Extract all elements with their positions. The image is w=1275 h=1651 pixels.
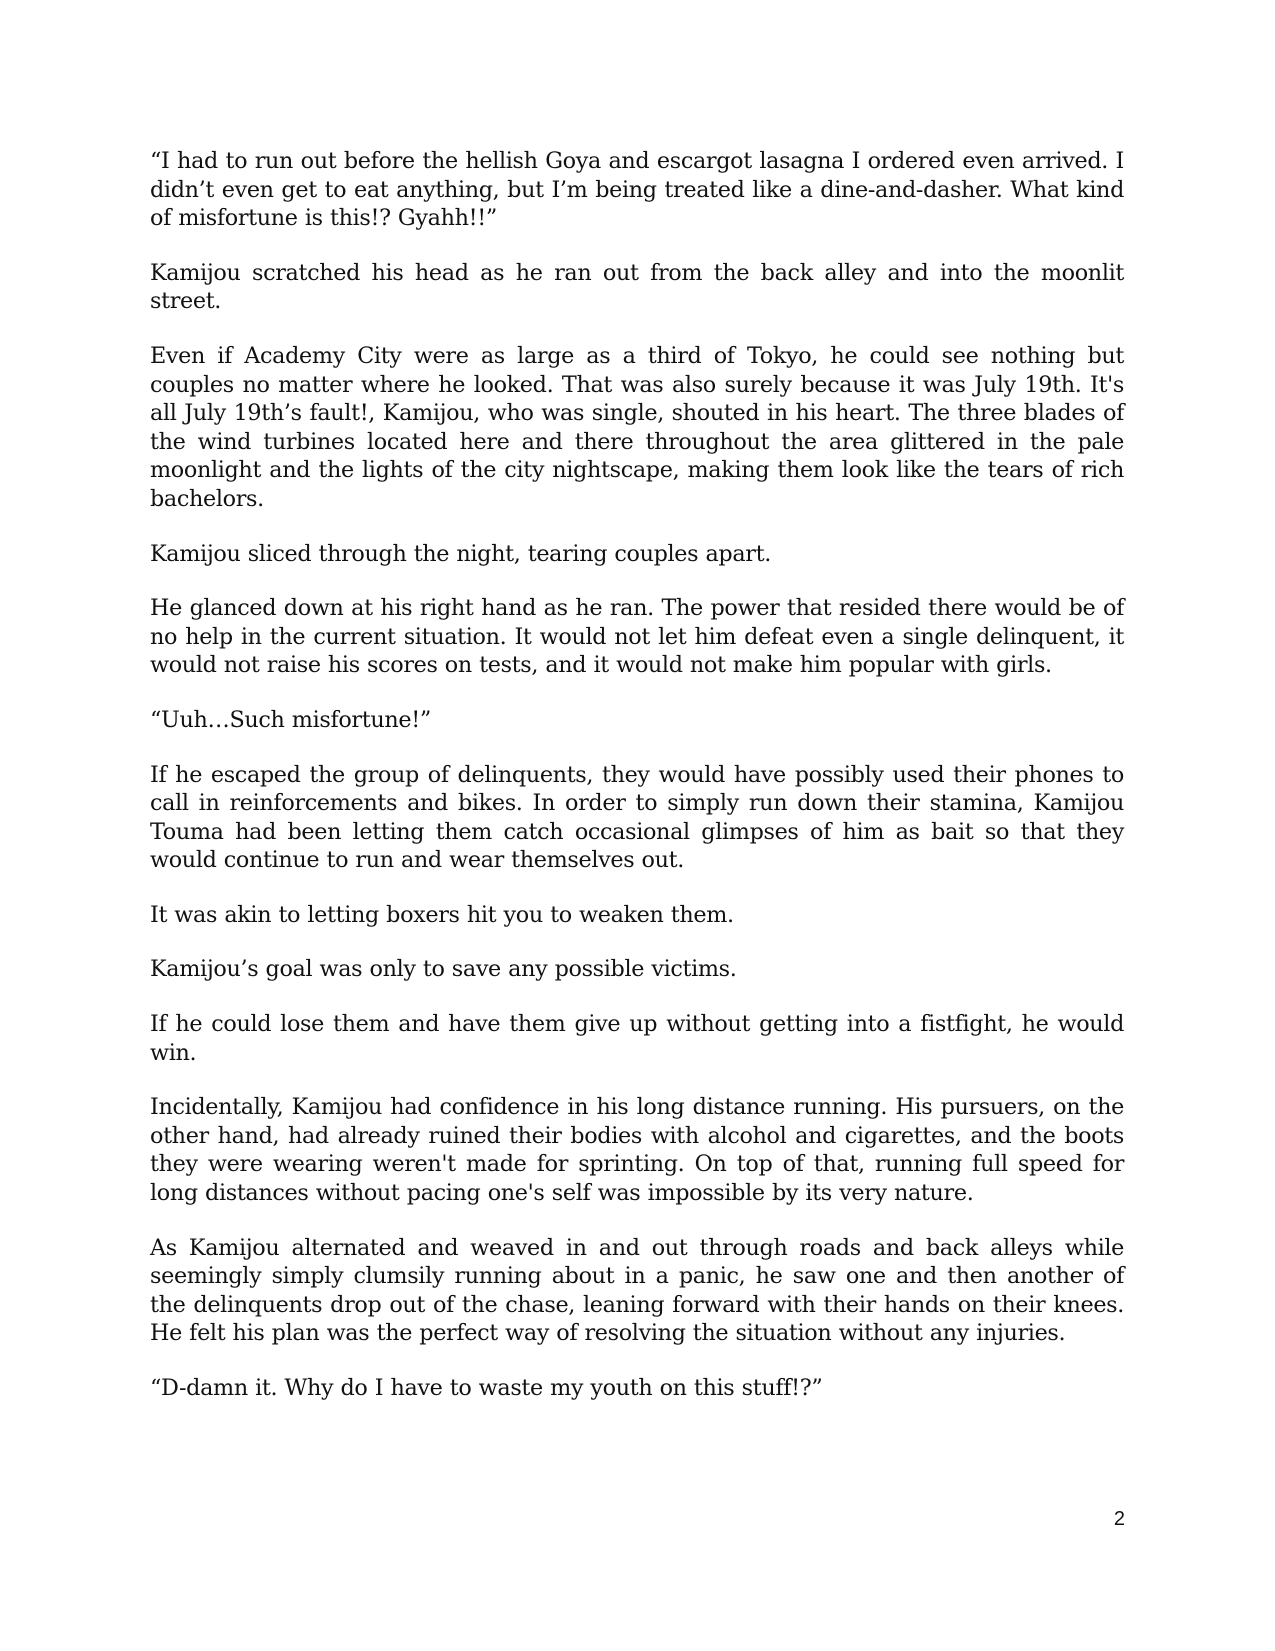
page-number: 2 <box>1113 1508 1125 1530</box>
paragraph-8: It was akin to letting boxers hit you to weaken them. <box>150 901 734 928</box>
paragraph-3: Even if Academy City were as large as a third of Tokyo, he could see nothing but couples no matter where he looked. That was also surely because it was July 19th. It's all July 19th’s fault!, Kamijou, who was single, shouted in his heart. The three blades of the wind turbines located here and there throughout the area glittered in the pale moonlight and the lights of the city nightscape, making them look like the tears of rich bachelors. <box>150 342 1124 512</box>
paragraph-10: If he could lose them and have them give up without getting into a fistfight, he would win. <box>150 1011 1124 1066</box>
paragraph-6: “Uuh…Such misfortune!” <box>150 706 431 733</box>
paragraph-7: If he escaped the group of delinquents, they would have possibly used their phones to call in reinforcements and bikes. In order to simply run down their stamina, Kamijou Touma had been letting them catch occasional glimpses of him as bait so that they would continue to run and wear themselves out. <box>150 761 1124 874</box>
paragraph-4: Kamijou sliced through the night, tearing couples apart. <box>150 540 771 567</box>
paragraph-9: Kamijou’s goal was only to save any possible victims. <box>150 956 737 983</box>
paragraph-13: “D-damn it. Why do I have to waste my youth on this stuff!?” <box>150 1375 823 1401</box>
paragraph-2: Kamijou scratched his head as he ran out from the back alley and into the moonlit street. <box>150 259 1124 315</box>
paragraph-12: As Kamijou alternated and weaved in and out through roads and back alleys while seemingly simply clumsily running about in a panic, he saw one and then another of the delinquents drop out of the chase, leaning forward with their hands on their knees. He felt his plan was the perfect way of resolving the situation without any injuries. <box>150 1234 1124 1347</box>
paragraph-5: He glanced down at his right hand as he ran. The power that resided there would be of no help in the current situation. It would not let him defeat even a single delinquent, it would not raise his scores on tests, and it would not make him popular with girls. <box>150 595 1124 679</box>
body-text <box>150 147 1124 1429</box>
paragraph-1: “I had to run out before the hellish Goya and escargot lasagna I ordered even arrived. I didn’t even get to eat anything, but I’m being treated like a dine-and-dasher. What kind of misfortune is this!? Gyahh!!” <box>150 148 1124 232</box>
paragraph-11: Incidentally, Kamijou had confidence in his long distance running. His pursuers, on the other hand, had already ruined their bodies with alcohol and cigarettes, and the boots they were wearing weren't made for sprinting. On top of that, running full speed for long distances without pacing one's self was impossible by its very nature. <box>150 1094 1124 1207</box>
